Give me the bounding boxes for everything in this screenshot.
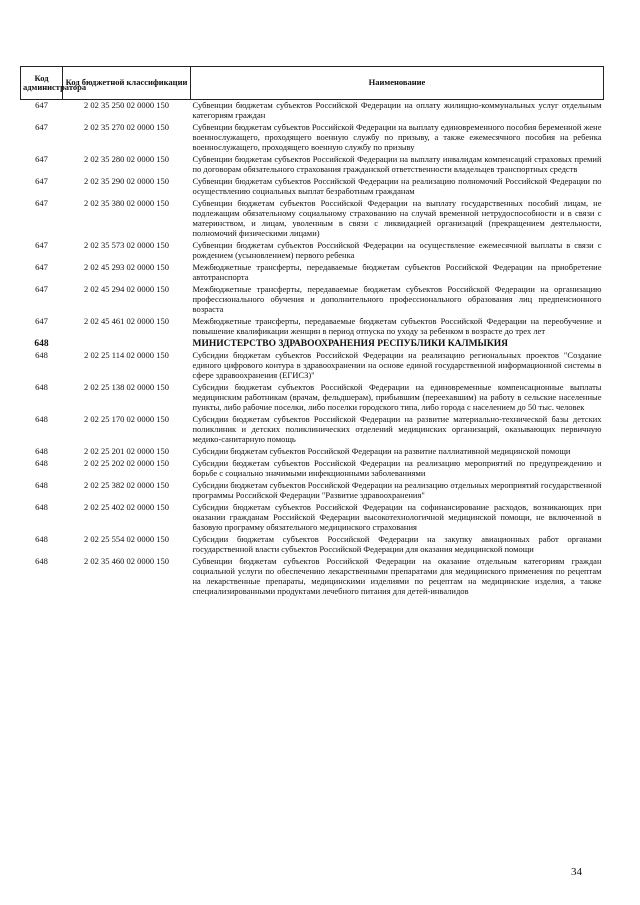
name-cell: Субсидии бюджетам субъектов Российской Федерации на единовременные компенсационные выплаты медицинским работникам (врачам, фельдшерам), прибывшим (переехавшим) на работу в сельские населенные пункты, либо рабочие поселки, либо поселки городского типа, либо города с населением до 50 тыс. человек	[192, 382, 602, 412]
budget-code-cell: 2 02 25 554 02 0000 150	[84, 534, 169, 544]
table-row	[21, 284, 604, 316]
name-cell: Субсидии бюджетам субъектов Российской Федерации на реализацию отдельных мероприятий государственной программы Российской Федерации "Развитие здравоохранения"	[192, 480, 602, 500]
table-row	[21, 446, 604, 458]
name-cell: Межбюджетные трансферты, передаваемые бюджетам субъектов Российской Федерации на организацию профессионального обучения и дополнительного профессионального образования лиц предпенсионного возраста	[192, 284, 602, 314]
table-row	[21, 414, 604, 446]
table-body	[21, 100, 604, 599]
table-row	[21, 122, 604, 154]
name-cell: Субвенции бюджетам субъектов Российской Федерации на выплату единовременного пособия беременной жене военнослужащего, проходящего военную службу по призыву, а также ежемесячного пособия на ребенка военнослужащего, проходящего военную службу по призыву	[192, 122, 602, 152]
admin-code-cell: 648	[35, 414, 48, 424]
admin-code-cell: 648	[35, 556, 48, 566]
table-row	[21, 316, 604, 338]
name-cell: Субсидии бюджетам субъектов Российской Федерации на развитие паллиативной медицинской помощи	[192, 446, 571, 456]
name-cell: Субвенции бюджетам субъектов Российской Федерации на оказание отдельным категориям граждан социальной услуги по обеспечению лекарственными препаратами для медицинского применения по рецептам на лекарственные препараты, медицинскими изделиями по рецептам на медицинские изделия, а также специализированными продуктами лечебного питания для детей-инвалидов	[192, 556, 602, 596]
budget-code-cell: 2 02 35 270 02 0000 150	[84, 122, 169, 132]
header-budget-code: Код бюджетной классификации	[63, 67, 191, 100]
table-row	[21, 480, 604, 502]
name-cell: Субсидии бюджетам субъектов Российской Федерации на софинансирование расходов, возникающих при оказании гражданам Российской Федерации высокотехнологичной медицинской помощи, не включенной в базовую программу обязательного медицинского страхования	[192, 502, 602, 532]
name-cell: Субсидии бюджетам субъектов Российской Федерации на развитие материально-технической базы детских поликлиник и детских поликлинических отделений медицинских организаций, оказывающих первичную медико-санитарную помощь	[192, 414, 602, 444]
table-row	[21, 262, 604, 284]
header-name: Наименование	[191, 67, 604, 100]
budget-code-cell: 2 02 35 573 02 0000 150	[84, 240, 169, 250]
table-header-row	[21, 67, 604, 100]
budget-code-cell: 2 02 45 461 02 0000 150	[84, 316, 169, 326]
budget-code-cell: 2 02 25 382 02 0000 150	[84, 480, 169, 490]
budget-code-cell: 2 02 35 380 02 0000 150	[84, 198, 169, 208]
name-cell: Субсидии бюджетам субъектов Российской Федерации на закупку авиационных работ органами государственной власти субъектов Российской Федерации для оказания медицинской помощи	[192, 534, 602, 554]
budget-code-cell: 2 02 35 280 02 0000 150	[84, 154, 169, 164]
table-row	[21, 176, 604, 198]
table-row	[21, 100, 604, 123]
budget-code-cell: 2 02 25 138 02 0000 150	[84, 382, 169, 392]
budget-code-cell: 2 02 25 170 02 0000 150	[84, 414, 169, 424]
table-row	[21, 556, 604, 598]
admin-code-cell: 647	[35, 316, 48, 326]
ministry-heading-row	[21, 338, 604, 350]
admin-code-cell: 648	[35, 458, 48, 468]
admin-code-cell: 648	[35, 502, 48, 512]
admin-code-cell: 648	[35, 480, 48, 490]
admin-code-cell: 648	[35, 446, 48, 456]
budget-code-cell: 2 02 35 290 02 0000 150	[84, 176, 169, 186]
budget-code-cell	[63, 338, 191, 350]
budget-code-cell: 2 02 35 460 02 0000 150	[84, 556, 169, 566]
budget-code-cell: 2 02 25 402 02 0000 150	[84, 502, 169, 512]
admin-code-cell: 647	[35, 176, 48, 186]
admin-code-cell: 647	[35, 240, 48, 250]
table-row	[21, 502, 604, 534]
admin-code-cell: 647	[35, 154, 48, 164]
page-number: 34	[571, 866, 582, 878]
header-admin-code: Код администратора	[21, 67, 63, 100]
table-row	[21, 240, 604, 262]
table-row	[21, 534, 604, 556]
admin-code-cell: 648	[35, 534, 48, 544]
table-row	[21, 382, 604, 414]
name-cell: Межбюджетные трансферты, передаваемые бюджетам субъектов Российской Федерации на приобретение автотранспорта	[192, 262, 602, 282]
admin-code-cell: 647	[35, 284, 48, 294]
name-cell: Субвенции бюджетам субъектов Российской Федерации на оплату жилищно-коммунальных услуг отдельным категориям граждан	[192, 100, 602, 120]
admin-code-cell: 647	[35, 262, 48, 272]
name-cell: Субвенции бюджетам субъектов Российской Федерации на реализацию полномочий Российской Федерации по осуществлению социальных выплат безработным гражданам	[192, 176, 602, 196]
budget-codes-table	[20, 66, 604, 598]
name-cell: Субсидии бюджетам субъектов Российской Федерации на реализацию региональных проектов "Создание единого цифрового контура в здравоохранении на основе единой государственной информационной системы в сфере здравоохранения (ЕГИСЗ)"	[192, 350, 602, 380]
name-cell: Субвенции бюджетам субъектов Российской Федерации на выплату государственных пособий лицам, не подлежащим обязательному социальному страхованию на случай временной нетрудоспособности и в связи с материнством, и лицам, уволенным в связи с ликвидацией организаций (прекращением деятельности, полномочий физическими лицами)	[192, 198, 602, 238]
admin-code-cell: 648	[34, 339, 49, 349]
name-cell: Субвенции бюджетам субъектов Российской Федерации на выплату инвалидам компенсаций страховых премий по договорам обязательного страхования гражданской ответственности владельцев транспортных средств	[192, 154, 602, 174]
budget-code-cell: 2 02 35 250 02 0000 150	[84, 100, 169, 110]
admin-code-cell: 647	[35, 198, 48, 208]
budget-code-cell: 2 02 45 294 02 0000 150	[84, 284, 169, 294]
name-cell: Субсидии бюджетам субъектов Российской Федерации на реализацию мероприятий по предупреждению и борьбе с социально значимыми инфекционными заболеваниями	[192, 458, 602, 478]
table-row	[21, 458, 604, 480]
admin-code-cell: 648	[35, 382, 48, 392]
name-cell: МИНИСТЕРСТВО ЗДРАВООХРАНЕНИЯ РЕСПУБЛИКИ КАЛМЫКИЯ	[192, 339, 509, 349]
table-row	[21, 350, 604, 382]
admin-code-cell: 647	[35, 100, 48, 110]
name-cell: Межбюджетные трансферты, передаваемые бюджетам субъектов Российской Федерации на переобучение и повышение квалификации женщин в период отпуска по уходу за ребенком в возрасте до трех лет	[192, 316, 602, 336]
budget-code-cell: 2 02 25 202 02 0000 150	[84, 458, 169, 468]
admin-code-cell: 648	[35, 350, 48, 360]
table-row	[21, 198, 604, 240]
table-row	[21, 154, 604, 176]
budget-code-cell: 2 02 45 293 02 0000 150	[84, 262, 169, 272]
name-cell: Субвенции бюджетам субъектов Российской Федерации на осуществление ежемесячной выплаты в связи с рождением (усыновлением) первого ребенка	[192, 240, 602, 260]
admin-code-cell: 647	[35, 122, 48, 132]
budget-code-cell: 2 02 25 114 02 0000 150	[84, 350, 169, 360]
budget-code-cell: 2 02 25 201 02 0000 150	[84, 446, 169, 456]
